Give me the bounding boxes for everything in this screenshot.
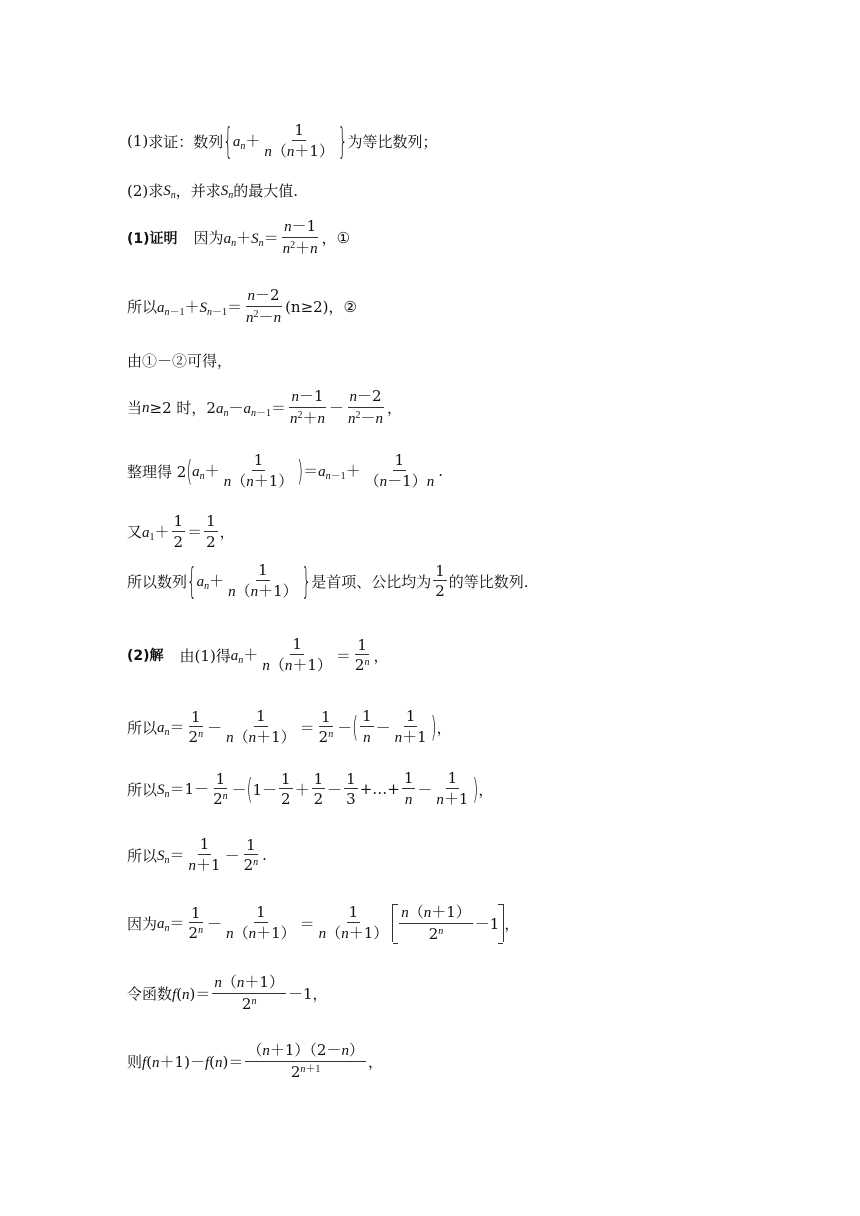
seq-text-c: 的等比数列. xyxy=(448,572,529,591)
q2-text-b: ，并求 xyxy=(175,182,221,200)
proof-line-6: 又 $a_1+$ $\frac{1}{2}$ ＝ $\frac{1}{2}$ ， xyxy=(127,512,235,551)
so-text-4: 所以 xyxy=(127,846,158,865)
so-text: 所以 xyxy=(127,298,158,316)
seq-text-a: 所以数列 xyxy=(127,572,188,591)
condition-n2: (n≥2)， xyxy=(285,298,344,316)
since-text: 因为 xyxy=(127,914,158,933)
proof-line-7: 所以数列 { $a_n+$ $\frac{1}{n(n+1)}$ } 是首项、公比均为 $\frac{1}{2}$ 的等比数列. xyxy=(127,559,529,603)
question-1 xyxy=(127,119,438,163)
seq-text-b: 是首项、公比均为 xyxy=(311,572,432,591)
proof-line-4: 当 n ≥2 时， $2a_n-a_{n-1}=$ $\frac{n-1}{n^2+n}$ － $\frac{n-2}{n^2-n}$ ， xyxy=(127,387,403,427)
solution-line-1: (2)解 由(1)得 $a_n+$ $\frac{1}{n(n+1)}$ ＝ $\frac{1}{2^n}$ ， xyxy=(127,635,389,674)
proof-line-2: 所以 $a_{n-1}+S_{n-1}=$ $\frac{n-2}{n^2-n}$ (n≥2)， ② xyxy=(127,286,357,326)
solution-line-2: 所以 $a_n=$ $\frac{1}{2^n}$ － $\frac{1}{n(n+1)}$ ＝ $\frac{1}{2^n}$ － ( $\frac{1}{n}$ － $\frac{1}{n+1}$ ) ， xyxy=(127,707,452,746)
formula-seq: { $a_n+$ $\frac{1}{n(n+1)}$ } xyxy=(223,119,348,163)
circle-2: ② xyxy=(343,297,357,316)
proof-line-1: (1)证明 因为 $a_n+S_n=$ $\frac{n-1}{n^2+n}$ ， ① xyxy=(127,217,351,257)
proof-label: (1)证明 xyxy=(127,230,178,247)
so-text-3: 所以 xyxy=(127,780,158,799)
proof-line-5: 整理得 2 ( $a_n+$ $\frac{1}{n(n+1)}$ ) $=a_{n-1}+$ $\frac{1}{(n-1)n}$ . xyxy=(127,451,443,490)
solution-line-7: 则 f(n＋1)－f(n)＝ $\frac{(n+1)(2-n)}{2^{n+1}}$ ， xyxy=(127,1041,383,1081)
proof-because: 因为 xyxy=(193,229,224,247)
q1-text-b: 为等比数列； xyxy=(347,132,438,151)
q2-text-a: 求 xyxy=(148,182,164,200)
solution-text: 由(1)得 xyxy=(179,646,231,665)
then-text: 则 xyxy=(127,1052,143,1071)
q1-number: (1) xyxy=(127,132,149,150)
dots: +…+ xyxy=(359,780,400,798)
also-text: 又 xyxy=(127,523,143,541)
q1-text-a: 求证：数列 xyxy=(148,132,224,151)
solution-line-5: 因为 $a_n=$ $\frac{1}{2^n}$ － $\frac{1}{n(n+1)}$ ＝ $\frac{1}{n(n+1)}$ $\frac{n(n+1)}{2^n}$ －1 ， xyxy=(127,903,520,943)
let-text: 令函数 xyxy=(127,984,173,1003)
solution-line-3: 所以 $S_n=1-$ $\frac{1}{2^n}$ － ( 1－ $\frac{1}{2}$ ＋ $\frac{1}{2}$ － $\frac{1}{3}$ +…+ $\frac{1}{n}$ － $\frac{1}{n+1}$ ) ， xyxy=(127,769,494,808)
q2-text-c: 的最大值. xyxy=(233,182,299,200)
solution-label: (2)解 xyxy=(127,648,164,664)
proof-line-3 xyxy=(127,350,232,371)
q2-number: (2) xyxy=(127,181,149,200)
so-text-2: 所以 xyxy=(127,718,158,737)
subtract-text: 由①－②可得， xyxy=(127,352,233,370)
solution-line-6: 令函数 f(n)＝ $\frac{n(n+1)}{2^n}$ －1， xyxy=(127,973,328,1013)
question-2: (2) 求 $S_n$ ，并求 $S_n$ 的最大值. xyxy=(127,181,299,201)
tidy-text: 整理得 2 xyxy=(127,462,187,481)
solution-line-4: 所以 $S_n=$ $\frac{1}{n+1}$ － $\frac{1}{2^n}$ . xyxy=(127,835,267,874)
when-text: 当 xyxy=(127,399,143,417)
when-tail: ≥2 时， xyxy=(149,399,207,417)
circle-1: ① xyxy=(336,228,351,247)
